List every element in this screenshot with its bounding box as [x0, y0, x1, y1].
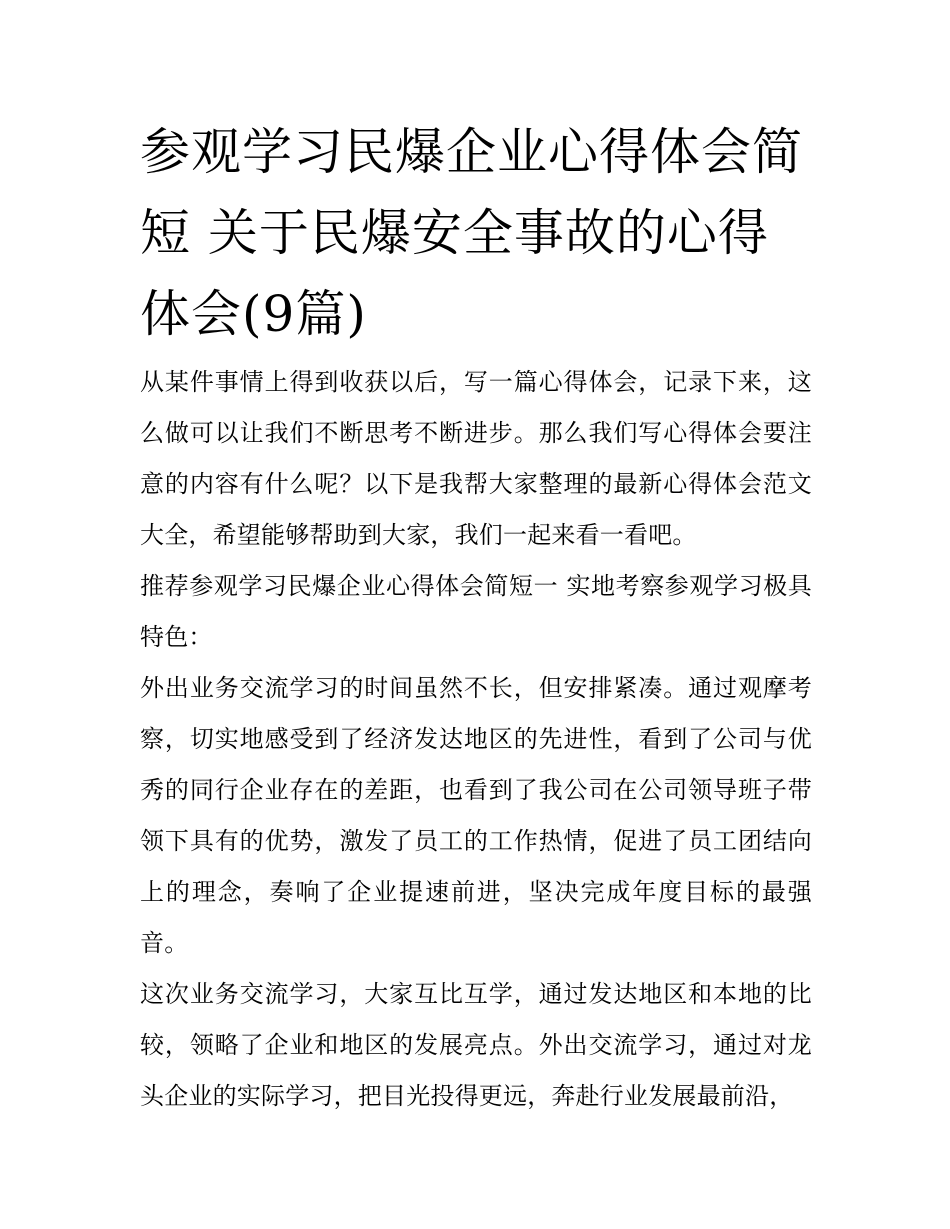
body-paragraph-comparison: 这次业务交流学习，大家互比互学，通过发达地区和本地的比较，领略了企业和地区的发展亮点。外出交流学习，通过对龙头企业的实际学习，把目光投得更远，奔赴行业发展最前沿， [140, 980, 812, 1110]
body-paragraph-intro: 从某件事情上得到收获以后，写一篇心得体会，记录下来，这么做可以让我们不断思考不断进步。那么我们写心得体会要注意的内容有什么呢？以下是我帮大家整理的最新心得体会范文大全，希望能够帮助到大家，我们一起来看一看吧。 [140, 368, 812, 549]
document-title: 参观学习民爆企业心得体会简短 关于民爆安全事故的心得体会(9篇) [140, 123, 803, 343]
body-paragraph-section-heading: 推荐参观学习民爆企业心得体会简短一 实地考察参观学习极具特色： [140, 572, 812, 651]
document-page [140, 112, 812, 1122]
body-paragraph-exchange-study: 外出业务交流学习的时间虽然不长，但安排紧凑。通过观摩考察，切实地感受到了经济发达地区的先进性，看到了公司与优秀的同行企业存在的差距，也看到了我公司在公司领导班子带领下具有的优势，激发了员工的工作热情，促进了员工团结向上的理念，奏响了企业提速前进，坚决完成年度目标的最强音。 [140, 674, 812, 957]
